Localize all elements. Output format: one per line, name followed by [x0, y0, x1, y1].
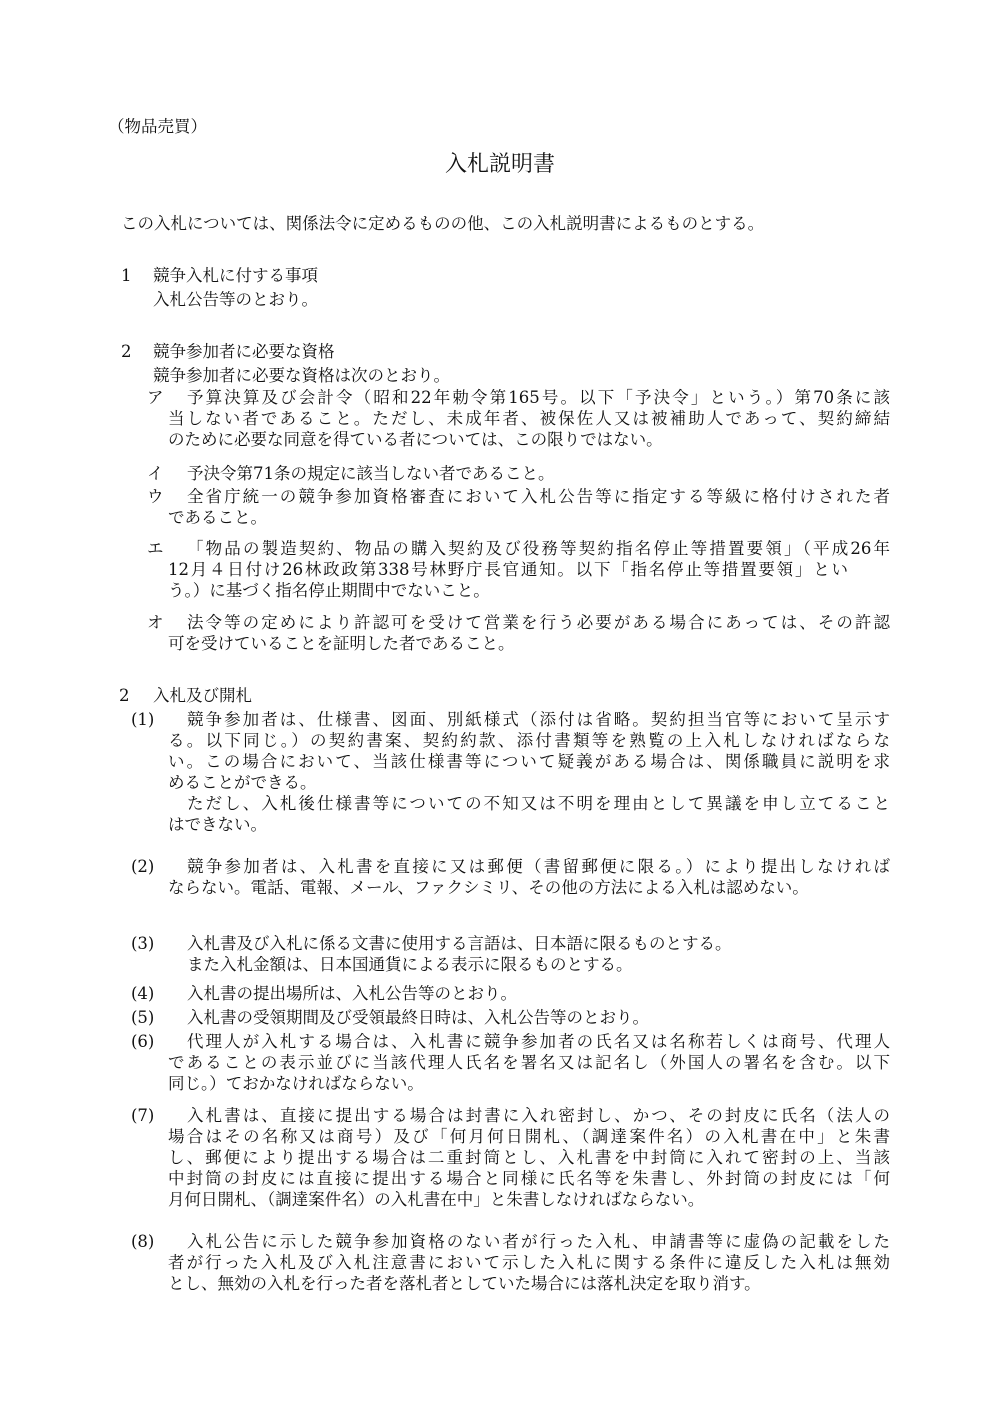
item-u-line: 全省庁統一の競争参加資格審査において入札公告等に指定する等級に格付けされた者 — [187, 487, 890, 506]
item-u-line: であること。 — [168, 508, 267, 527]
item-6-line: 代理人が入札する場合は、入札書に競争参加者の氏名又は名称若しくは商号、代理人 — [187, 1032, 890, 1051]
item-o-line: 可を受けていることを証明した者であること。 — [168, 634, 515, 653]
item-a-marker: ア — [147, 388, 164, 407]
item-2-marker: (2) — [131, 857, 155, 876]
item-8-line: 入札公告に示した競争参加資格のない者が行った入札、申請書等に虚偽の記載をした — [187, 1232, 890, 1251]
item-o-line: 法令等の定めにより許認可を受けて営業を行う必要がある場合にあっては、その許認 — [187, 613, 890, 632]
section-3-number: 2 — [119, 686, 130, 705]
item-3-line: 入札書及び入札に係る文書に使用する言語は、日本語に限るものとする。 — [187, 934, 732, 953]
item-i-line: 予決令第71条の規定に該当しない者であること。 — [187, 464, 555, 483]
item-2-line: ならない。電話、電報、メール、ファクシミリ、その他の方法による入札は認めない。 — [168, 878, 809, 897]
document-category: （物品売買） — [108, 117, 207, 136]
item-1-line: る。以下同じ。）の契約書案、契約約款、添付書類等を熟覧の上入札しなければならな — [168, 731, 890, 750]
item-3-line: また入札金額は、日本国通貨による表示に限るものとする。 — [187, 955, 633, 974]
item-1-line: い。この場合において、当該仕様書等について疑義がある場合は、関係職員に説明を求 — [168, 752, 890, 771]
item-4-marker: (4) — [131, 984, 155, 1003]
document-title: 入札説明書 — [444, 152, 555, 177]
intro-paragraph: この入札については、関係法令に定めるものの他、この入札説明書によるものとする。 — [121, 214, 765, 233]
item-7-line: し、郵便により提出する場合は二重封筒とし、入札書を中封筒に入れて密封の上、当該 — [168, 1148, 891, 1167]
item-1-marker: (1) — [131, 710, 155, 729]
section-1-text: 入札公告等のとおり。 — [153, 290, 318, 309]
item-7-line: 中封筒の封皮には直接に提出する場合と同様に氏名等を朱書し、外封筒の封皮には「何 — [168, 1169, 890, 1188]
item-7-marker: (7) — [131, 1106, 155, 1125]
item-5-marker: (5) — [131, 1008, 155, 1027]
item-1-line: めることができる。 — [168, 773, 317, 792]
section-2-number: 2 — [121, 342, 132, 361]
item-a-line: 当しない者であること。ただし、未成年者、被保佐人又は被補助人であって、契約締結 — [168, 409, 890, 428]
item-6-line: であることの表示並びに当該代理人氏名を署名又は記名し（外国人の署名を含む。以下 — [168, 1053, 891, 1072]
item-u-marker: ウ — [147, 487, 164, 506]
item-1-line: ただし、入札後仕様書等についての不知又は不明を理由として異議を申し立てること — [187, 794, 890, 813]
section-3-heading: 入札及び開札 — [153, 686, 252, 705]
item-e-marker: エ — [147, 539, 164, 558]
item-8-line: とし、無効の入札を行った者を落札者としていた場合には落札決定を取り消す。 — [168, 1274, 761, 1293]
item-2-line: 競争参加者は、入札書を直接に又は郵便（書留郵便に限る。）により提出しなければ — [187, 857, 891, 876]
item-6-line: 同じ。）ておかなければならない。 — [168, 1074, 424, 1093]
item-3-marker: (3) — [131, 934, 155, 953]
item-8-line: 者が行った入札及び入札注意書において示した入札に関する条件に違反した入札は無効 — [168, 1253, 891, 1272]
item-8-marker: (8) — [131, 1232, 155, 1251]
item-1-line: はできない。 — [168, 815, 267, 834]
item-5-line: 入札書の受領期間及び受領最終日時は、入札公告等のとおり。 — [187, 1008, 649, 1027]
item-a-line: のために必要な同意を得ている者については、この限りではない。 — [168, 430, 663, 449]
item-e-line: う。）に基づく指名停止期間中でないこと。 — [168, 581, 490, 600]
section-1-number: 1 — [121, 266, 132, 285]
item-i-marker: イ — [147, 464, 164, 483]
item-o-marker: オ — [147, 613, 164, 632]
section-1-heading: 競争入札に付する事項 — [153, 266, 318, 285]
section-2-heading: 競争参加者に必要な資格 — [153, 342, 335, 361]
item-e-line: 「物品の製造契約、物品の購入契約及び役務等契約指名停止等措置要領」（平成26年 — [187, 539, 890, 558]
item-e-line: 12月４日付け26林政政第338号林野庁長官通知。以下「指名停止等措置要領」とい — [168, 560, 848, 579]
item-4-line: 入札書の提出場所は、入札公告等のとおり。 — [187, 984, 517, 1003]
item-7-line: 入札書は、直接に提出する場合は封書に入れ密封し、かつ、その封皮に氏名（法人の — [187, 1106, 890, 1125]
item-7-line: 場合はその名称又は商号）及び「何月何日開札、（調達案件名）の入札書在中」と朱書 — [168, 1127, 891, 1146]
item-7-line: 月何日開札、（調達案件名）の入札書在中」と朱書しなければならない。 — [168, 1190, 705, 1209]
section-2-lead: 競争参加者に必要な資格は次のとおり。 — [153, 366, 450, 385]
item-6-marker: (6) — [131, 1032, 155, 1051]
item-a-line: 予算決算及び会計令（昭和22年勅令第165号。以下「予決令」という。）第70条に該 — [187, 388, 890, 407]
item-1-line: 競争参加者は、仕様書、図面、別紙様式（添付は省略。契約担当官等において呈示す — [187, 710, 890, 729]
